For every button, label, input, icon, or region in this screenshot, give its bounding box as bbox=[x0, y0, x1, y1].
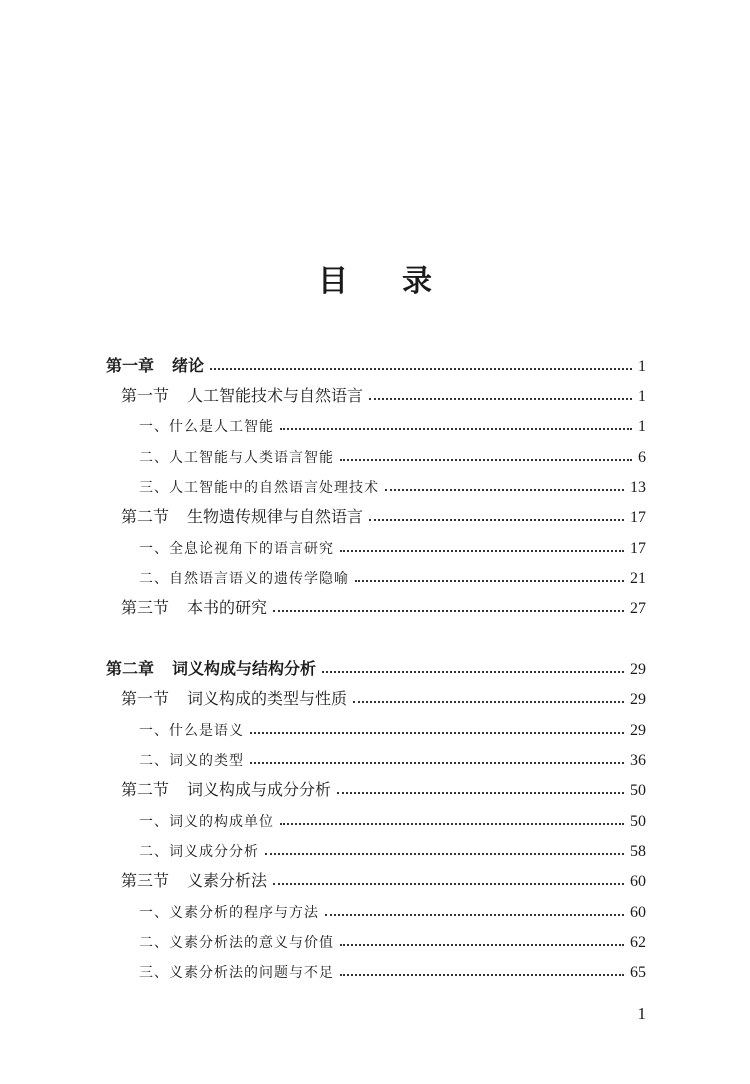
section-title: 词义构成的类型与性质 bbox=[187, 689, 348, 708]
dot-leader bbox=[340, 459, 632, 461]
page-ref: 17 bbox=[630, 509, 646, 526]
page-ref: 60 bbox=[630, 904, 646, 921]
item-title: 一、什么是人工智能 bbox=[139, 419, 274, 435]
dot-leader bbox=[369, 519, 624, 521]
dot-leader bbox=[280, 428, 632, 430]
toc-section[interactable] bbox=[121, 503, 646, 527]
toc-item[interactable] bbox=[139, 412, 646, 436]
section-title: 本书的研究 bbox=[187, 598, 268, 617]
toc-item[interactable] bbox=[139, 443, 646, 467]
dot-leader bbox=[337, 792, 624, 794]
section-number: 第一节 bbox=[121, 689, 170, 708]
item-title: 二、义素分析法的意义与价值 bbox=[139, 935, 334, 951]
section-number: 第三节 bbox=[121, 598, 170, 617]
page-ref: 36 bbox=[630, 752, 646, 769]
section-number: 第二节 bbox=[121, 780, 170, 799]
toc-item[interactable] bbox=[139, 807, 646, 831]
toc-item[interactable] bbox=[139, 928, 646, 952]
dot-leader bbox=[385, 489, 624, 491]
dot-leader bbox=[322, 671, 624, 673]
dot-leader bbox=[340, 944, 624, 946]
page-ref: 17 bbox=[630, 540, 646, 557]
item-title: 一、什么是语义 bbox=[139, 723, 244, 739]
item-title: 一、词义的构成单位 bbox=[139, 814, 274, 830]
dot-leader bbox=[369, 398, 632, 400]
page-ref: 29 bbox=[630, 722, 646, 739]
toc-item[interactable] bbox=[139, 746, 646, 770]
page-ref: 1 bbox=[638, 388, 646, 405]
section-number: 第一节 bbox=[121, 386, 170, 405]
page-title-part2: 录 bbox=[402, 264, 432, 299]
dot-leader bbox=[353, 701, 624, 703]
page-ref: 13 bbox=[630, 479, 646, 496]
toc-section[interactable] bbox=[121, 685, 646, 709]
page-ref: 6 bbox=[638, 449, 646, 466]
page-ref: 50 bbox=[630, 782, 646, 799]
toc-item[interactable] bbox=[139, 958, 646, 982]
page-ref: 60 bbox=[630, 873, 646, 890]
dot-leader bbox=[273, 610, 624, 612]
page-ref: 62 bbox=[630, 934, 646, 951]
page-ref: 65 bbox=[630, 964, 646, 981]
page-ref: 1 bbox=[638, 418, 646, 435]
toc-item[interactable] bbox=[139, 564, 646, 588]
chapter-title: 绪论 bbox=[172, 356, 205, 375]
item-title: 二、词义成分分析 bbox=[139, 844, 259, 860]
section-title: 生物遗传规律与自然语言 bbox=[187, 507, 364, 526]
toc-item[interactable] bbox=[139, 534, 646, 558]
section-title: 人工智能技术与自然语言 bbox=[187, 386, 364, 405]
page-ref: 29 bbox=[630, 661, 646, 678]
toc-section[interactable] bbox=[121, 594, 646, 618]
item-title: 二、人工智能与人类语言智能 bbox=[139, 450, 334, 466]
dot-leader bbox=[355, 580, 624, 582]
toc-section[interactable] bbox=[121, 776, 646, 800]
toc-item[interactable] bbox=[139, 716, 646, 740]
page-ref: 21 bbox=[630, 570, 646, 587]
toc-item[interactable] bbox=[139, 898, 646, 922]
item-title: 一、全息论视角下的语言研究 bbox=[139, 541, 334, 557]
section-title: 义素分析法 bbox=[187, 871, 268, 890]
dot-leader bbox=[273, 883, 624, 885]
item-title: 三、义素分析法的问题与不足 bbox=[139, 965, 334, 981]
dot-leader bbox=[265, 853, 624, 855]
toc-item[interactable] bbox=[139, 473, 646, 497]
page-ref: 29 bbox=[630, 691, 646, 708]
dot-leader bbox=[210, 368, 632, 370]
dot-leader bbox=[340, 974, 624, 976]
page-title bbox=[0, 256, 750, 300]
section-title: 词义构成与成分分析 bbox=[187, 780, 332, 799]
dot-leader bbox=[250, 762, 624, 764]
item-title: 三、人工智能中的自然语言处理技术 bbox=[139, 480, 379, 496]
chapter-title: 词义构成与结构分析 bbox=[172, 659, 317, 678]
dot-leader bbox=[280, 823, 624, 825]
page-number: 1 bbox=[637, 1004, 646, 1023]
page-ref: 50 bbox=[630, 813, 646, 830]
toc-chapter-2[interactable] bbox=[106, 655, 646, 679]
toc-section[interactable] bbox=[121, 382, 646, 406]
page-ref: 27 bbox=[630, 600, 646, 617]
dot-leader bbox=[325, 914, 624, 916]
toc-chapter-1[interactable] bbox=[106, 352, 646, 376]
chapter-number: 第一章 bbox=[106, 356, 155, 375]
item-title: 一、义素分析的程序与方法 bbox=[139, 905, 319, 921]
item-title: 二、词义的类型 bbox=[139, 753, 244, 769]
section-number: 第二节 bbox=[121, 507, 170, 526]
toc-item[interactable] bbox=[139, 837, 646, 861]
chapter-number: 第二章 bbox=[106, 659, 155, 678]
section-number: 第三节 bbox=[121, 871, 170, 890]
page-ref: 1 bbox=[638, 358, 646, 375]
page-ref: 58 bbox=[630, 843, 646, 860]
toc-section[interactable] bbox=[121, 867, 646, 891]
dot-leader bbox=[250, 732, 624, 734]
dot-leader bbox=[340, 550, 624, 552]
page-title-part1: 目 bbox=[318, 264, 348, 299]
item-title: 二、自然语言语义的遗传学隐喻 bbox=[139, 571, 349, 587]
